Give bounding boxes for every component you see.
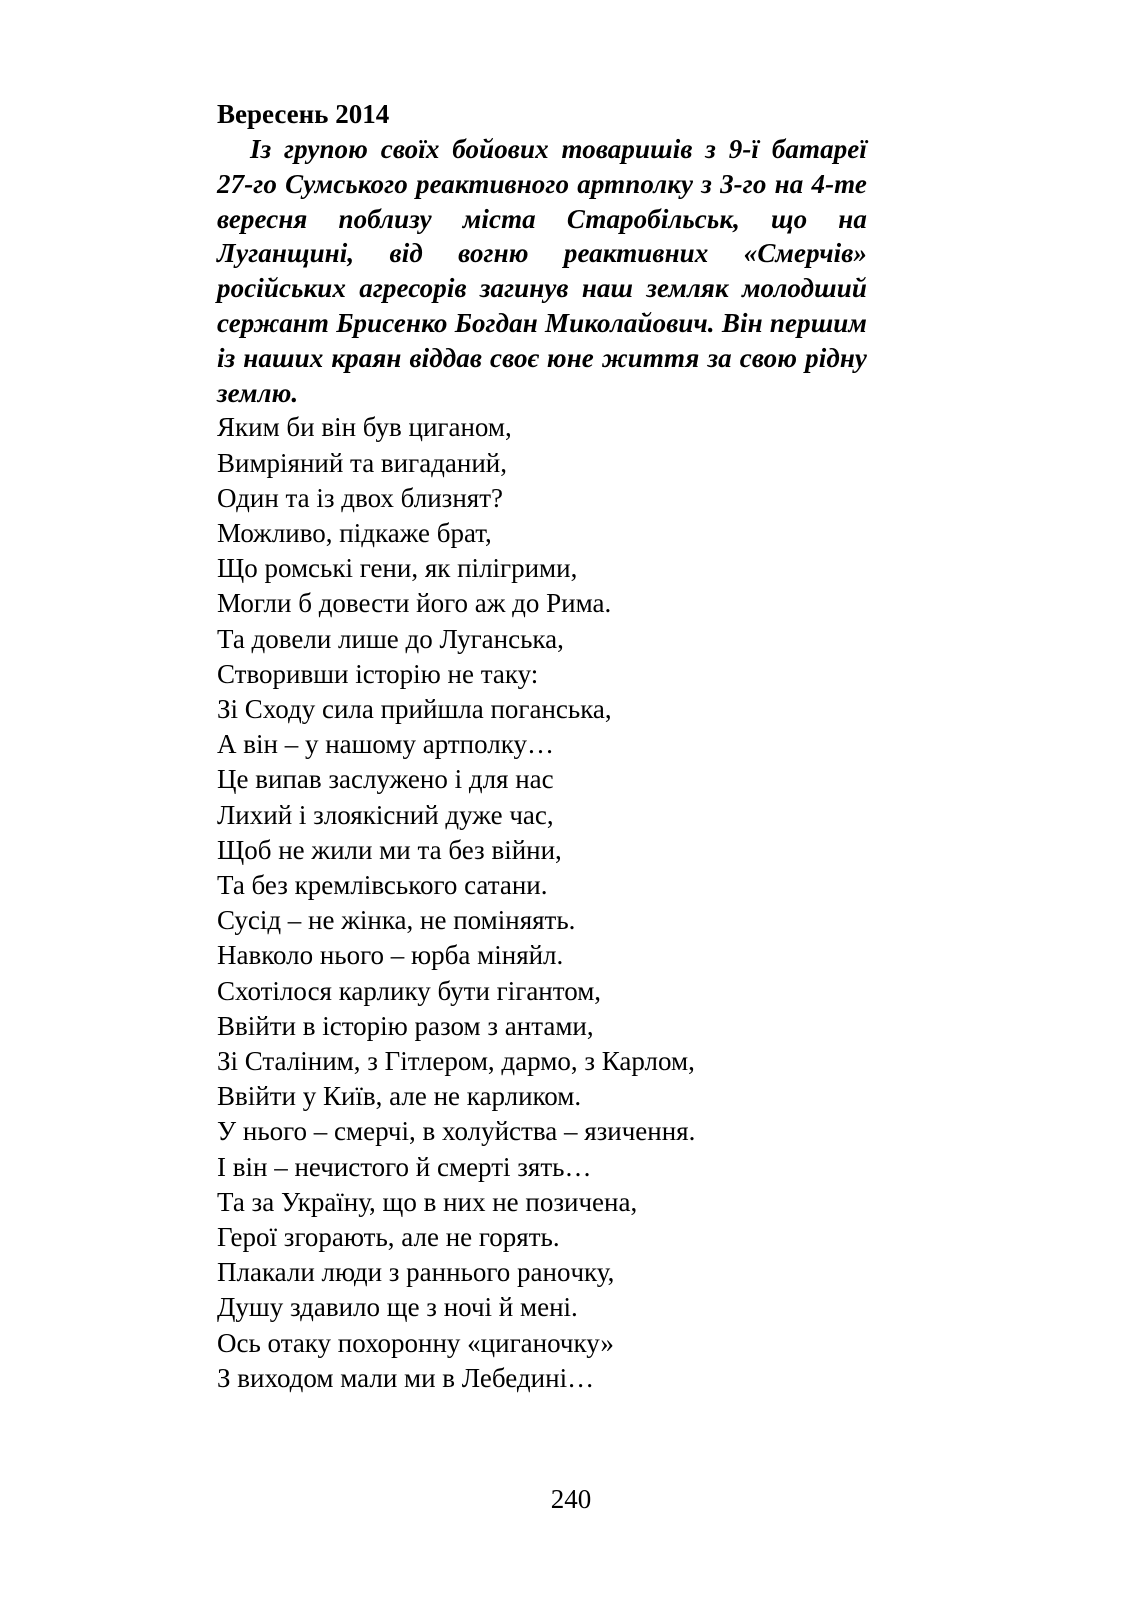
poem-line: Та довели лише до Луганська, bbox=[217, 623, 564, 654]
poem-line: Та без кремлівського сатани. bbox=[217, 870, 548, 901]
section-heading: Вересень 2014 bbox=[217, 99, 390, 129]
poem-line: Ось отаку похоронну «циганочку» bbox=[217, 1327, 614, 1358]
poem-line: Щоб не жили ми та без війни, bbox=[217, 834, 562, 865]
poem-line: Зі Сходу сила прийшла поганська, bbox=[217, 694, 612, 724]
poem-line: Що ромські гени, як пілігрими, bbox=[217, 553, 578, 584]
poem-line: Могли б довести його аж до Рима. bbox=[217, 588, 612, 619]
poem-line: Душу здавило ще з ночі й мені. bbox=[217, 1292, 578, 1323]
document-page bbox=[217, 96, 867, 1396]
poem-line: Схотілося карлику бути гігантом, bbox=[217, 975, 602, 1006]
poem-line: А він – у нашому артполку… bbox=[217, 729, 554, 760]
poem-line: Зі Сталіним, з Гітлером, дармо, з Карлом, bbox=[217, 1046, 695, 1077]
poem-line: Та за Україну, що в них не позичена, bbox=[217, 1186, 638, 1217]
poem-line: Ввійти в історію разом з антами, bbox=[217, 1010, 594, 1041]
poem-line: Плакали люди з раннього ранoчку, bbox=[217, 1257, 615, 1288]
poem-line: Сусід – не жінка, не поміняять. bbox=[217, 905, 576, 936]
poem-line: Яким би він був циганом, bbox=[217, 412, 512, 443]
poem-line: Вимріяний та вигаданий, bbox=[217, 447, 507, 478]
poem-line: Лихий і злоякісний дуже час, bbox=[217, 799, 554, 830]
page-number: 240 bbox=[550, 1484, 592, 1514]
poem-line: І він – нечистого й смерті зять… bbox=[217, 1151, 592, 1182]
poem bbox=[217, 410, 867, 1396]
poem-line: У нього – смерчі, в холуйства – язичення. bbox=[217, 1116, 696, 1147]
poem-line: Можливо, підкаже брат, bbox=[217, 517, 492, 548]
poem-line: Ввійти у Київ, але не карликом. bbox=[217, 1081, 582, 1112]
poem-line: З виходом мали ми в Лебедині… bbox=[217, 1362, 595, 1393]
poem-line: Один та із двох близнят? bbox=[217, 482, 503, 513]
poem-line: Навколо нього – юрба міняйл. bbox=[217, 940, 564, 971]
intro-paragraph: Із групою своїх бойових товаришів з 9-ї батареї 27-го Сумського реактивного артполку з 3-го на 4-те вересня поблизу міста Старобільськ, що на Луганщині, від вогню реактивних «Смерчів» російських агресорів загинув наш земляк молодший сержант Брисенко Богдан Миколайович. Він першим із наших краян віддав своє юне життя за свою рідну землю. bbox=[217, 134, 867, 408]
poem-line: Це випав заслужено і для нас bbox=[217, 764, 554, 795]
poem-line: Створивши історію не таку: bbox=[217, 658, 539, 689]
poem-line: Герої згорають, але не горять. bbox=[217, 1222, 560, 1253]
